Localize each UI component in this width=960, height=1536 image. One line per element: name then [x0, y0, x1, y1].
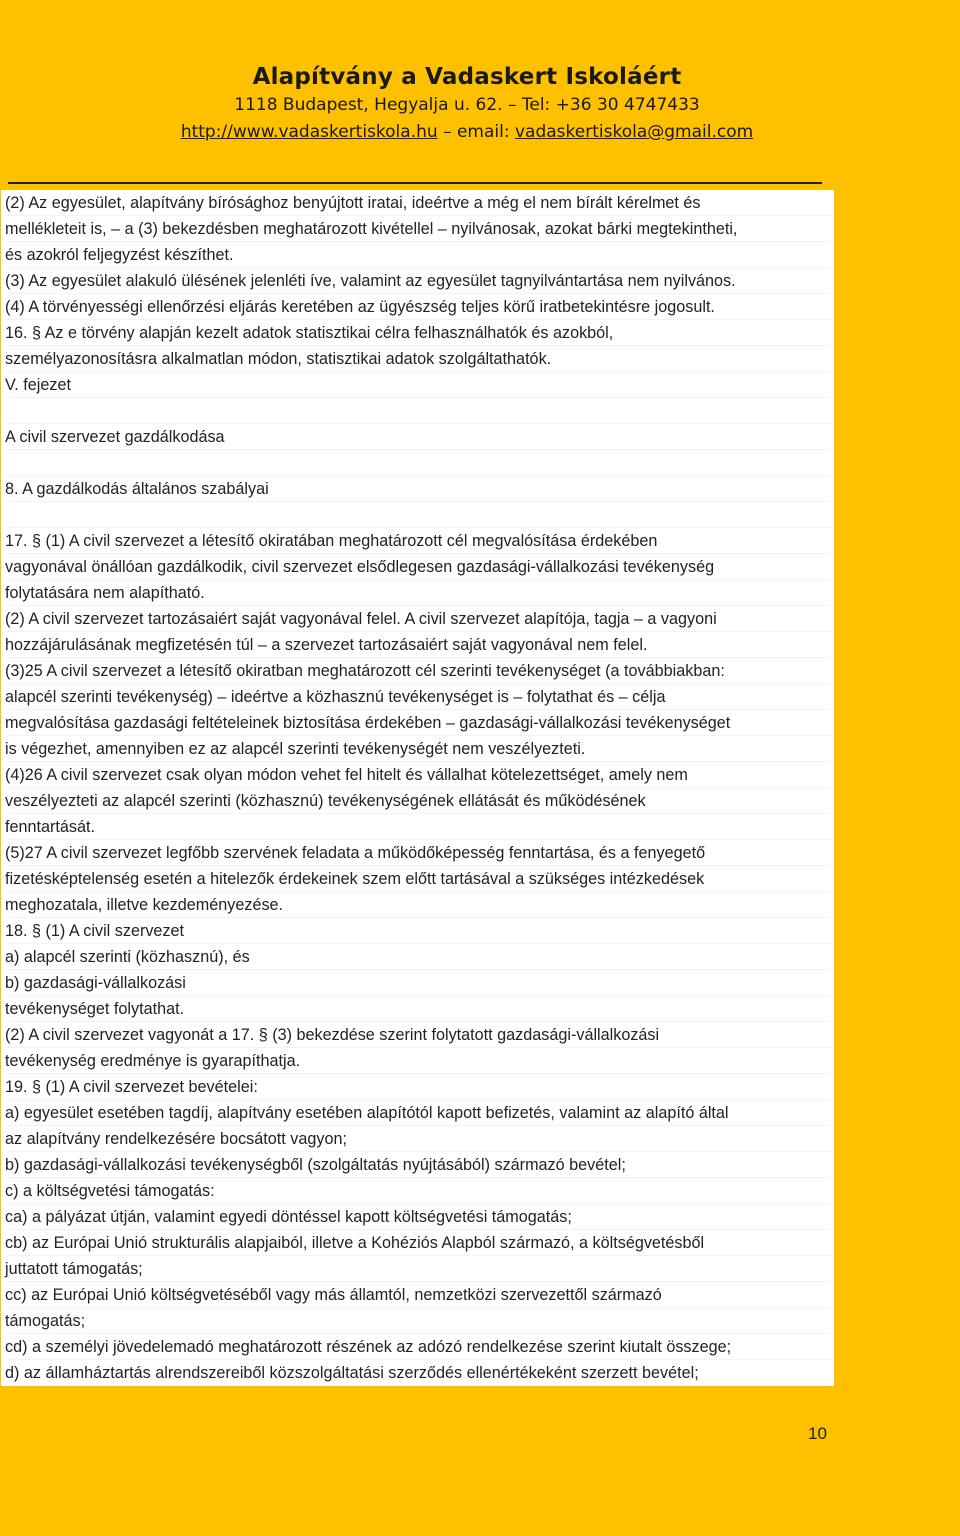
text-line: alapcél szerinti tevékenység) – ideértve a közhasznú tevékenységet is – folytathat és – célja — [5, 684, 830, 710]
text-line: (4) A törvényességi ellenőrzési eljárás keretében az ügyészség teljes körű iratbetekintésre jogosult. — [5, 294, 830, 320]
text-line: 8. A gazdálkodás általános szabályai — [5, 476, 830, 502]
text-line: 16. § Az e törvény alapján kezelt adatok statisztikai célra felhasználhatók és azokból, — [5, 320, 830, 346]
text-line: cb) az Európai Unió strukturális alapjaiból, illetve a Kohéziós Alapból származó, a költségvetésből — [5, 1230, 830, 1256]
text-line: fenntartását. — [5, 814, 830, 840]
text-line: A civil szervezet gazdálkodása — [5, 424, 830, 450]
text-line: ca) a pályázat útján, valamint egyedi döntéssel kapott költségvetési támogatás; — [5, 1204, 830, 1230]
text-line: cc) az Európai Unió költségvetéséből vagy más államtól, nemzetközi szervezettől származó — [5, 1282, 830, 1308]
header-divider — [8, 182, 822, 184]
letterhead — [0, 62, 934, 146]
text-line: és azokról feljegyzést készíthet. — [5, 242, 830, 268]
text-line: (2) Az egyesület, alapítvány bírósághoz benyújtott iratai, ideértve a még el nem bírált kérelmet és — [5, 190, 830, 216]
text-line: c) a költségvetési támogatás: — [5, 1178, 830, 1204]
text-line: személyazonosításra alkalmatlan módon, statisztikai adatok szolgáltathatók. — [5, 346, 830, 372]
text-line: (3) Az egyesület alakuló ülésének jelenléti íve, valamint az egyesület tagnyilvántartása nem nyilvános. — [5, 268, 830, 294]
text-line: (2) A civil szervezet vagyonát a 17. § (3) bekezdése szerint folytatott gazdasági-vállalkozási — [5, 1022, 830, 1048]
text-line: (2) A civil szervezet tartozásaiért saját vagyonával felel. A civil szervezet alapítója, tagja – a vagyoni — [5, 606, 830, 632]
text-line: megvalósítása gazdasági feltételeinek biztosítása érdekében – gazdasági-vállalkozási tevékenységet — [5, 710, 830, 736]
text-line — [5, 398, 830, 424]
website-link[interactable]: http://www.vadaskertiskola.hu — [180, 122, 438, 142]
text-line: veszélyezteti az alapcél szerinti (közhasznú) tevékenységének ellátását és működésének — [5, 788, 830, 814]
email-label: email: — [456, 122, 510, 142]
text-line: folytatására nem alapítható. — [5, 580, 830, 606]
text-line — [5, 450, 830, 476]
text-line: (5)27 A civil szervezet legfőbb szervének feladata a működőképesség fenntartása, és a fenyegető — [5, 840, 830, 866]
text-line: (3)25 A civil szervezet a létesítő okiratban meghatározott cél szerinti tevékenységet (a továbbiakban: — [5, 658, 830, 684]
text-line: mellékleteit is, – a (3) bekezdésben meghatározott kivétellel – nyilvánosak, azokat bárki megtekintheti, — [5, 216, 830, 242]
text-line — [5, 502, 830, 528]
email-link[interactable]: vadaskertiskola@gmail.com — [515, 122, 754, 142]
text-line: tevékenységet folytathat. — [5, 996, 830, 1022]
text-line: vagyonával önállóan gazdálkodik, civil szervezet elsődlegesen gazdasági-vállalkozási tevékenység — [5, 554, 830, 580]
text-line: b) gazdasági-vállalkozási — [5, 970, 830, 996]
contact-line: 1118 Budapest, Hegyalja u. 62. – Tel: +36 30 4747433 — [234, 95, 700, 115]
text-line: 18. § (1) A civil szervezet — [5, 918, 830, 944]
text-line: tevékenység eredménye is gyarapíthatja. — [5, 1048, 830, 1074]
text-line: hozzájárulásának megfizetésén túl – a szervezet tartozásaiért saját vagyonával nem felel. — [5, 632, 830, 658]
text-line: 17. § (1) A civil szervezet a létesítő okiratában meghatározott cél megvalósítása érdekében — [5, 528, 830, 554]
web-line: http://www.vadaskertiskola.hu – email: vadaskertiskola@gmail.com — [180, 122, 754, 142]
address: 1118 Budapest, Hegyalja u. 62. — [234, 95, 503, 115]
text-line: a) egyesület esetében tagdíj, alapítvány esetében alapítótól kapott befizetés, valamint az alapító által — [5, 1100, 830, 1126]
phone: Tel: +36 30 4747433 — [521, 95, 700, 115]
document-body — [1, 190, 834, 1386]
text-line: meghozatala, illetve kezdeményezése. — [5, 892, 830, 918]
text-line: (4)26 A civil szervezet csak olyan módon vehet fel hitelt és vállalhat kötelezettséget, amely nem — [5, 762, 830, 788]
text-line: 19. § (1) A civil szervezet bevételei: — [5, 1074, 830, 1100]
text-line: támogatás; — [5, 1308, 830, 1334]
text-line: a) alapcél szerinti (közhasznú), és — [5, 944, 830, 970]
page-number: 10 — [808, 1424, 827, 1443]
text-line: is végezhet, amennyiben ez az alapcél szerinti tevékenységét nem veszélyezteti. — [5, 736, 830, 762]
text-line: cd) a személyi jövedelemadó meghatározott részének az adózó rendelkezése szerint kiutalt összege; — [5, 1334, 830, 1360]
text-line: V. fejezet — [5, 372, 830, 398]
organization-name: Alapítvány a Vadaskert Iskoláért — [252, 64, 682, 90]
text-line: d) az államháztartás alrendszereiből közszolgáltatási szerződés ellenértékeként szerzett bevétel; — [5, 1360, 830, 1386]
text-line: b) gazdasági-vállalkozási tevékenységből (szolgáltatás nyújtásából) származó bevétel; — [5, 1152, 830, 1178]
text-line: juttatott támogatás; — [5, 1256, 830, 1282]
text-line: az alapítvány rendelkezésére bocsátott vagyon; — [5, 1126, 830, 1152]
text-line: fizetésképtelenség esetén a hitelezők érdekeinek szem előtt tartásával a szükséges intézkedések — [5, 866, 830, 892]
